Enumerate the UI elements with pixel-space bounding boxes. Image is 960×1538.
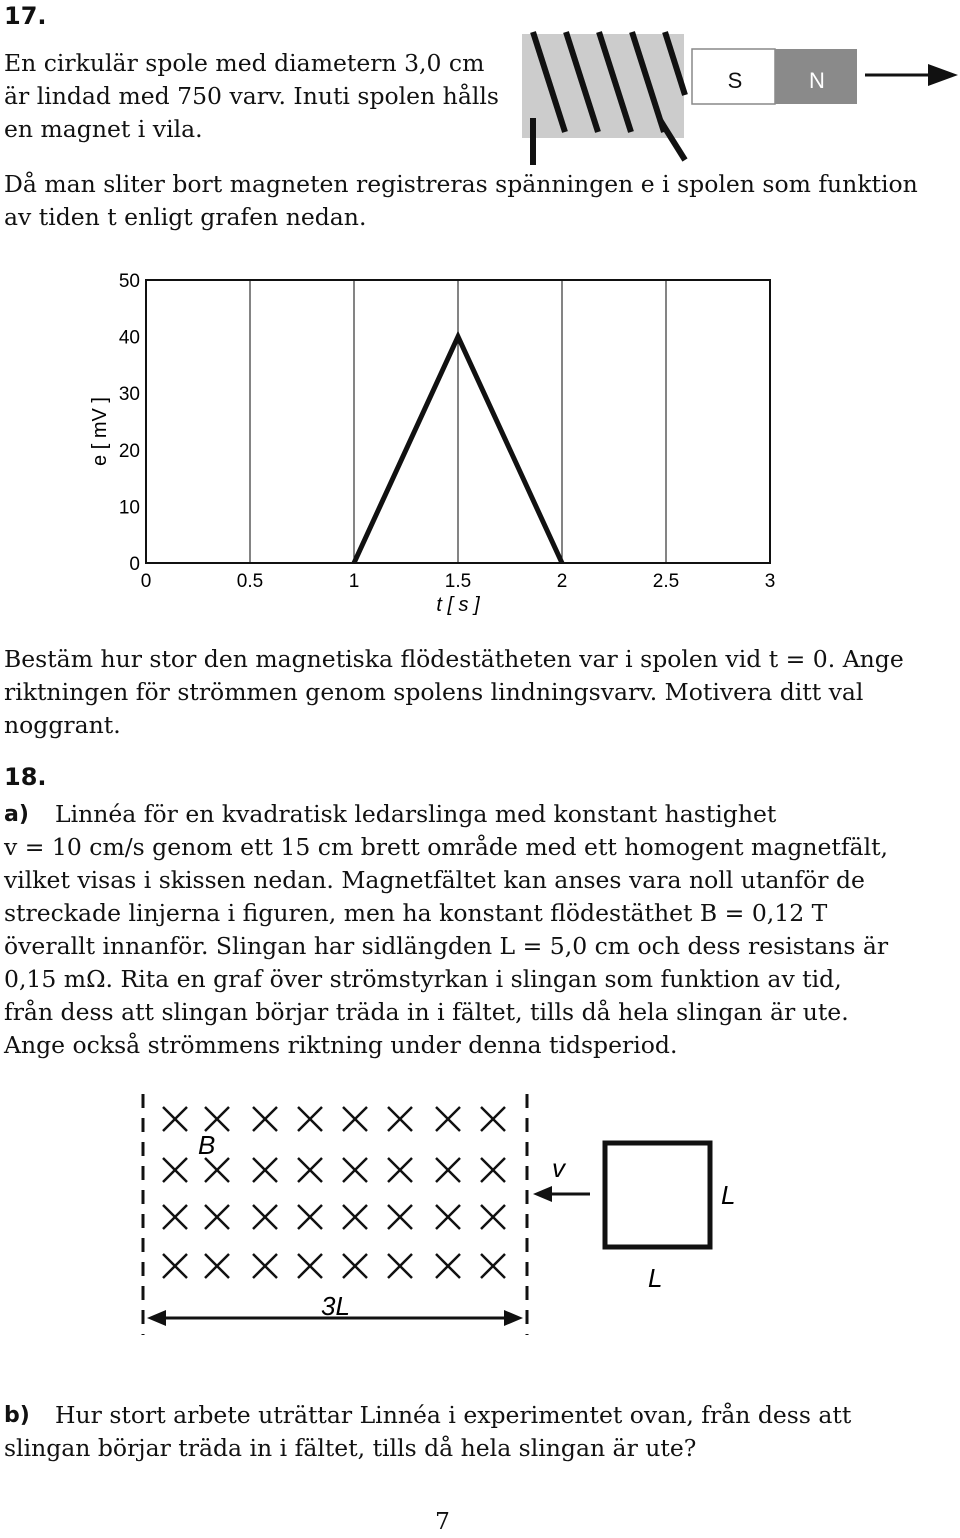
chart-y-ticks bbox=[119, 271, 140, 575]
q18-a-line-2: v = 10 cm/s genom ett 15 cm brett område med ett homogent magnetfält, bbox=[4, 833, 888, 861]
x-tick-label: 1.5 bbox=[444, 571, 472, 592]
magnetic-field-figure bbox=[0, 1080, 960, 1340]
page-number: 7 bbox=[435, 1507, 450, 1535]
q17-desc-line-2: av tiden t enligt grafen nedan. bbox=[4, 203, 367, 231]
y-tick-label: 10 bbox=[118, 497, 140, 519]
square-loop bbox=[605, 1143, 710, 1247]
q18-a-line-1: Linnéa för en kvadratisk ledarslinga med konstant hastighet bbox=[55, 800, 777, 828]
velocity-label: v bbox=[552, 1153, 565, 1183]
x-tick-label: 2.5 bbox=[652, 571, 680, 592]
x-tick-label: 0.5 bbox=[236, 571, 264, 592]
width-arrow-left bbox=[147, 1310, 166, 1326]
q18-a-line-7: från dess att slingan börjar träda in i fältet, tills då hela slingan är ute. bbox=[4, 998, 849, 1026]
magnet-s-label: S bbox=[727, 68, 743, 93]
width-arrow-right bbox=[504, 1310, 523, 1326]
width-label: 3L bbox=[321, 1291, 350, 1321]
chart-y-axis-label: e [ mV ] bbox=[89, 397, 111, 466]
q17-intro-line-3: en magnet i vila. bbox=[4, 115, 203, 143]
y-tick-label: 30 bbox=[118, 384, 140, 406]
x-tick-label: 2 bbox=[556, 571, 568, 592]
q17-intro-line-2: är lindad med 750 varv. Inuti spolen hålls bbox=[4, 82, 499, 110]
question-17-number: 17. bbox=[4, 2, 47, 30]
q18-a-line-3: vilket visas i skissen nedan. Magnetfältet kan anses vara noll utanför de bbox=[4, 866, 865, 894]
chart-grid bbox=[146, 280, 770, 563]
magnet-n-label: N bbox=[809, 68, 825, 93]
y-tick-label: 50 bbox=[118, 271, 140, 292]
chart-x-axis-label: t [ s ] bbox=[436, 594, 480, 616]
chart-x-ticks bbox=[141, 571, 776, 592]
q18-a-line-6: 0,15 mΩ. Rita en graf över strömstyrkan i slingan som funktion av tid, bbox=[4, 965, 842, 993]
q18-a-line-5: överallt innanför. Slingan har sidlängden L = 5,0 cm och dess resistans är bbox=[4, 932, 889, 960]
emf-chart bbox=[0, 0, 960, 640]
y-tick-label: 20 bbox=[118, 440, 140, 462]
q18-b-line-1: Hur stort arbete uträttar Linnéa i experimentet ovan, från dess att bbox=[55, 1401, 852, 1429]
q18-a-label: a) bbox=[4, 802, 29, 827]
x-tick-label: 3 bbox=[764, 571, 776, 592]
loop-bottom-label: L bbox=[648, 1263, 663, 1293]
y-tick-label: 40 bbox=[118, 327, 140, 349]
x-tick-label: 0 bbox=[140, 571, 152, 592]
q18-b-line-2: slingan börjar träda in i fältet, tills då hela slingan är ute? bbox=[4, 1434, 697, 1462]
q17-intro-line-1: En cirkulär spole med diametern 3,0 cm bbox=[4, 49, 485, 77]
q17-task-line-1: Bestäm hur stor den magnetiska flödestätheten var i spolen vid t = 0. Ange bbox=[4, 645, 904, 673]
q17-task-line-2: riktningen för strömmen genom spolens lindningsvarv. Motivera ditt val bbox=[4, 678, 864, 706]
velocity-arrow-head bbox=[533, 1186, 552, 1202]
y-tick-label: 0 bbox=[129, 554, 140, 575]
q17-task-line-3: noggrant. bbox=[4, 711, 121, 739]
question-18-number: 18. bbox=[4, 763, 47, 791]
b-field-label: B bbox=[198, 1130, 216, 1160]
x-tick-label: 1 bbox=[348, 571, 360, 592]
q18-a-line-8: Ange också strömmens riktning under denna tidsperiod. bbox=[4, 1031, 678, 1059]
q18-a-line-4: streckade linjerna i figuren, men ha konstant flödestäthet B = 0,12 T bbox=[4, 899, 828, 927]
q18-b-label: b) bbox=[4, 1403, 30, 1428]
loop-side-label: L bbox=[721, 1180, 736, 1210]
q17-desc-line-1: Då man sliter bort magneten registreras spänningen e i spolen som funktion bbox=[4, 170, 918, 198]
